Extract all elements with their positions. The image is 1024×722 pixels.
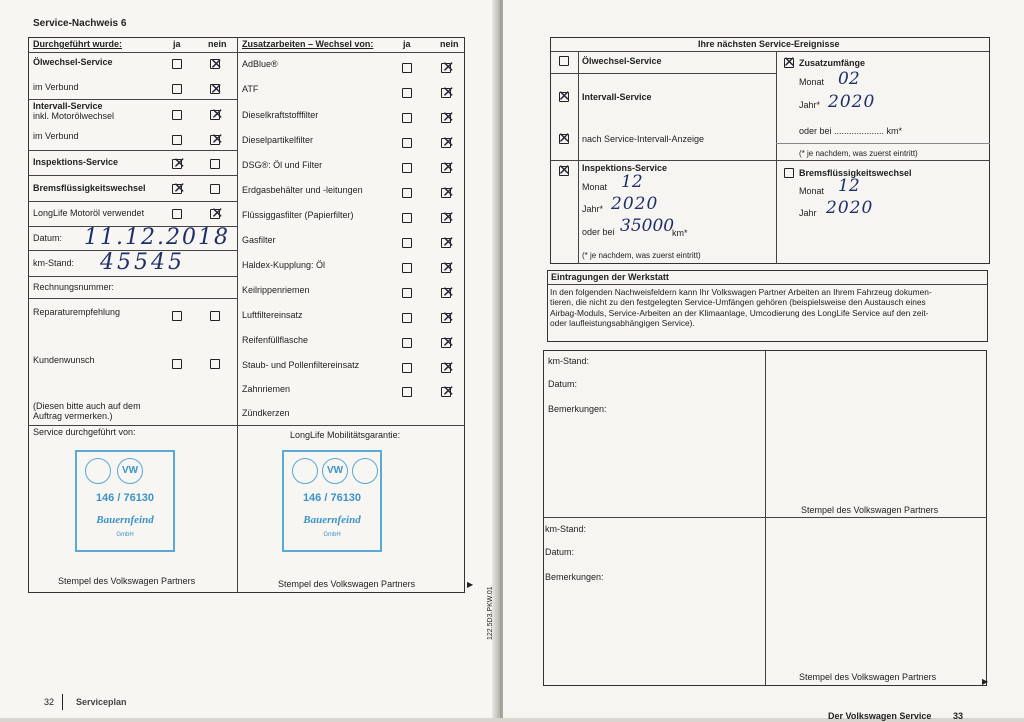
entry1-remarks-label: Bemerkungen: [548,404,607,414]
col-performed: Durchgeführt wurde: [33,39,122,49]
additional-label-v-belt: Keilrippenriemen [242,285,310,295]
check-mark-icon: ✕ [211,130,224,148]
checkbox-air-filter-yes[interactable] [402,313,412,323]
col-additional: Zusatzarbeiten – Wechsel von: [242,39,374,49]
mobility-guarantee-label: LongLife Mobilitätsgarantie: [290,430,401,440]
workshop-text-3: Airbag-Moduls, Service-Arbeiten an der Klimaanlage, Umcodierung des LongLife Service auf den zeit- [550,308,929,318]
checkbox-next-brake[interactable] [784,168,794,178]
invoice-label: Rechnungsnummer: [33,282,115,292]
insp-month-label: Monat [582,182,608,192]
check-mark-icon: ✕ [211,105,224,123]
customer-request-label: Kundenwunsch [33,355,95,365]
check-mark-icon: ✕ [558,129,571,147]
stamp-sub: GmbH [116,532,134,538]
checkbox-oil-combo-yes[interactable] [172,84,182,94]
additional-label-haldex: Haldex-Kupplung: Öl [242,260,326,270]
stamp-name: Bauernfeind [303,514,361,526]
insp-whichever-first: (* je nachdem, was zuerst eintritt) [582,251,701,260]
footer-title: Serviceplan [76,697,127,707]
scope-year-value: 2020 [828,92,876,112]
checkbox-pollen-filter-yes[interactable] [402,363,412,373]
km-value: 45545 [100,250,185,275]
date-label: Datum: [33,233,63,243]
service-label-brake: Bremsflüssigkeitswechsel [33,183,146,193]
stamp-number: 146 / 76130 [302,492,362,504]
check-mark-icon: ✕ [442,158,455,176]
additional-scope-label: Zusatzumfänge [799,58,866,68]
checkbox-atf-yes[interactable] [402,88,412,98]
checkbox-oil-yes[interactable] [172,59,182,69]
next-oil-label: Ölwechsel-Service [582,56,662,66]
entry1-km-label: km-Stand: [548,356,590,366]
check-mark-icon: ✕ [558,161,571,179]
next-interval-label: Intervall-Service [582,92,652,102]
checkbox-dpf-yes[interactable] [402,138,412,148]
check-mark-icon: ✕ [442,183,455,201]
workshop-text-2: tieren, die nicht zu den festgelegten Service-Umfängen gehören (beispielsweise den Austausch eines [550,297,926,307]
note-line-2: Auftrag vermerken.) [33,411,113,421]
service-label-oil: Ölwechsel-Service [33,57,113,67]
additional-label-adblue: AdBlue® [242,59,278,69]
service-label-inspection: Inspektions-Service [33,157,119,167]
col-no: nein [208,39,227,49]
check-mark-icon: ✕ [442,382,455,400]
performed-by-label: Service durchgeführt von: [33,427,136,437]
scope-km-label: oder bei .................... km* [799,126,903,136]
check-mark-icon: ✕ [442,333,455,351]
date-value: 11.12.2018 [84,225,230,250]
footer-title: Der Volkswagen Service [828,711,932,721]
checkbox-diesel-fuel-filter-yes[interactable] [402,113,412,123]
coat-of-arms-icon [352,458,378,484]
service-label-longlife: LongLife Motoröl verwendet [33,208,145,218]
checkbox-haldex-yes[interactable] [402,263,412,273]
insp-month-value: 12 [621,172,643,192]
checkbox-interval-yes[interactable] [172,110,182,120]
brake-month-value: 12 [838,176,860,196]
check-mark-icon: ✕ [442,233,455,251]
additional-label-spark-plugs: Zündkerzen [242,408,290,418]
stamp-number: 146 / 76130 [95,492,155,504]
repair-label: Reparaturempfehlung [33,307,121,317]
insp-km-prefix: oder bei [582,227,615,237]
check-mark-icon: ✕ [173,154,186,172]
check-mark-icon: ✕ [442,83,455,101]
check-mark-icon: ✕ [442,358,455,376]
additional-label-lpg-filter: Flüssiggasfilter (Papierfilter) [242,210,354,220]
scope-month-label: Monat [799,77,825,87]
checkbox-customer-no[interactable] [210,359,220,369]
note-line-1: (Diesen bitte auch auf dem [33,401,141,411]
service-label-interval-combo: im Verbund [33,131,79,141]
service-sub-interval: inkl. Motorölwechsel [33,111,115,121]
check-mark-icon: ✕ [442,108,455,126]
additional-label-atf: ATF [242,84,259,94]
stamp-caption-left: Stempel des Volkswagen Partners [58,576,196,586]
additional-label-dsg: DSG®: Öl und Filter [242,160,323,170]
checkbox-adblue-yes[interactable] [402,63,412,73]
check-mark-icon: ✕ [210,80,223,98]
entry2-stamp-caption: Stempel des Volkswagen Partners [799,672,937,682]
next-page-arrow-icon: ▶ [982,677,989,686]
checkbox-longlife-yes[interactable] [172,209,182,219]
brake-year-label: Jahr [799,208,817,218]
check-mark-icon: ✕ [442,133,455,151]
checkbox-dsg-yes[interactable] [402,163,412,173]
service-label-interval: Intervall-Service [33,101,103,111]
vw-logo-icon: VW [117,458,143,484]
check-mark-icon: ✕ [442,258,455,276]
check-mark-icon: ✕ [210,55,223,73]
additional-label-cng: Erdgasbehälter und -leitungen [242,185,363,195]
additional-label-dpf: Dieselpartikelfilter [242,135,314,145]
scope-year-label: Jahr* [799,100,821,110]
coat-of-arms-icon [85,458,111,484]
checkbox-repair-yes[interactable] [172,311,182,321]
check-mark-icon: ✕ [558,87,571,105]
next-events-table [550,37,990,264]
stamp-caption-right: Stempel des Volkswagen Partners [278,579,416,589]
checkbox-customer-yes[interactable] [172,359,182,369]
entry1-stamp-caption: Stempel des Volkswagen Partners [801,505,939,515]
insp-year-label: Jahr* [582,204,604,214]
dealer-stamp-right [282,450,382,552]
col-no-2: nein [440,39,459,49]
additional-label-tyre-inflator: Reifenfüllflasche [242,335,309,345]
vw-logo-icon: VW [322,458,348,484]
right-page [487,0,1024,721]
interval-display-label: nach Service-Intervall-Anzeige [582,134,705,144]
stamp-name: Bauernfeind [96,514,154,526]
insp-year-value: 2020 [611,194,659,214]
document-code: 122.5D3.PKW.01 [487,586,494,640]
entry1-date-label: Datum: [548,379,578,389]
check-mark-icon: ✕ [211,204,224,222]
scope-month-value: 02 [838,69,860,89]
additional-label-pollen-filter: Staub- und Pollenfiltereinsatz [242,360,360,370]
entry2-km-label: km-Stand: [545,524,587,534]
check-mark-icon: ✕ [173,179,186,197]
checkbox-v-belt-yes[interactable] [402,288,412,298]
col-yes-2: ja [403,39,411,49]
next-inspection-label: Inspektions-Service [582,163,668,173]
additional-label-air-filter: Luftfiltereinsatz [242,310,303,320]
check-mark-icon: ✕ [442,283,455,301]
next-events-header: Ihre nächsten Service-Ereignisse [698,39,840,49]
workshop-title: Eintragungen der Werkstatt [551,272,669,282]
check-mark-icon: ✕ [442,208,455,226]
check-mark-icon: ✕ [442,308,455,326]
brake-month-label: Monat [799,186,825,196]
left-page [0,0,497,718]
coat-of-arms-icon [292,458,318,484]
footer-page-number: 33 [953,711,964,721]
col-yes: ja [173,39,181,49]
entry2-date-label: Datum: [545,547,575,557]
check-mark-icon: ✕ [442,58,455,76]
scope-whichever-first: (* je nachdem, was zuerst eintritt) [799,149,918,158]
checkbox-cng-yes[interactable] [402,188,412,198]
km-label: km-Stand: [33,258,75,268]
additional-label-timing-belt: Zahnriemen [242,384,291,394]
checkbox-repair-no[interactable] [210,311,220,321]
checkbox-next-oil[interactable] [559,56,569,66]
workshop-text-1: In den folgenden Nachweisfeldern kann Ihr Volkswagen Partner Arbeiten an Ihrem Fahrzeug dokumen- [550,287,932,297]
next-page-arrow-icon: ▶ [467,580,474,589]
additional-label-gas-filter: Gasfilter [242,235,276,245]
footer-page-number: 32 [44,697,55,707]
checkbox-brake-no[interactable] [210,184,220,194]
dealer-stamp-left [75,450,175,552]
checkbox-inspection-no[interactable] [210,159,220,169]
additional-label-diesel-fuel-filter: Dieselkraftstofffilter [242,110,319,120]
entry2-remarks-label: Bemerkungen: [545,572,604,582]
insp-km-unit: km* [672,228,688,238]
checkbox-lpg-filter-yes[interactable] [402,213,412,223]
checkbox-gas-filter-yes[interactable] [402,238,412,248]
insp-km-value: 35000 [620,216,675,236]
workshop-text-4: oder laufleistungsabhängigen Service). [550,318,695,328]
checkbox-interval-combo-yes[interactable] [172,135,182,145]
brake-year-value: 2020 [826,198,874,218]
checkbox-timing-belt-yes[interactable] [402,387,412,397]
stamp-sub: GmbH [323,532,341,538]
check-mark-icon: ✕ [783,53,796,71]
checkbox-tyre-inflator-yes[interactable] [402,338,412,348]
page-title: Service-Nachweis 6 [33,18,127,29]
next-brake-label: Bremsflüssigkeitswechsel [799,168,912,178]
service-label-oil-combo: im Verbund [33,82,79,92]
